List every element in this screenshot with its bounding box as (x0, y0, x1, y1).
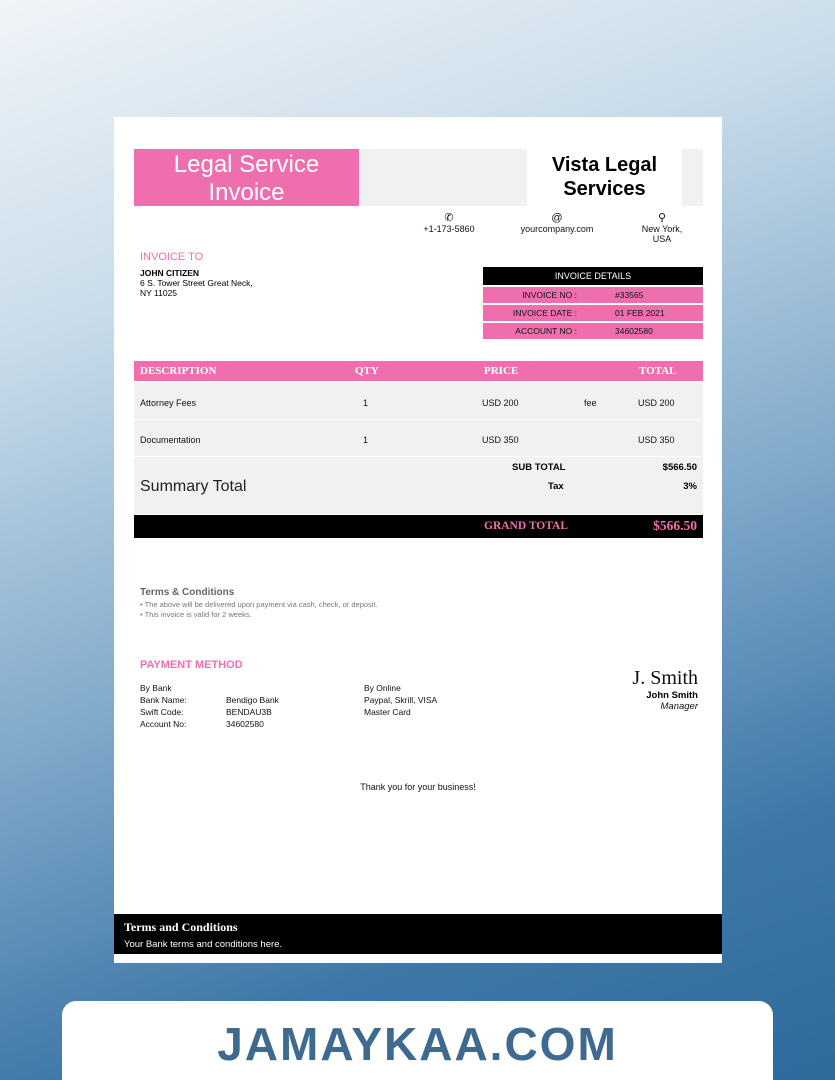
phone-text: +1-173-5860 (423, 224, 475, 234)
footer-bar (114, 914, 722, 954)
row-price: USD 350 (482, 435, 519, 445)
grand-total-label: GRAND TOTAL (484, 520, 569, 532)
detail-value: 34602580 (615, 326, 653, 336)
invoice-to-label: INVOICE TO (140, 251, 204, 263)
tax-label: Tax (548, 481, 564, 492)
terms-line: • This invoice is valid for 2 weeks. (140, 610, 252, 619)
company-name-line2: Services (563, 178, 646, 200)
invoice-title-line2: Invoice (208, 179, 285, 206)
location-line1: New York, (641, 224, 683, 234)
row-note: fee (584, 398, 597, 408)
row-qty: 1 (363, 435, 369, 445)
swift-value: BENDAU3B (226, 707, 272, 717)
detail-row (483, 305, 703, 321)
table-row (134, 383, 703, 419)
row-total: USD 350 (638, 435, 675, 445)
detail-label: ACCOUNT NO : (515, 326, 577, 336)
detail-row (483, 287, 703, 303)
row-description: Documentation (140, 435, 201, 445)
watermark-banner (62, 1001, 773, 1080)
payment-method-title: PAYMENT METHOD (140, 659, 243, 671)
footer-subtitle: Your Bank terms and conditions here. (124, 939, 283, 950)
contact-location (634, 213, 690, 244)
invoice-details-header: INVOICE DETAILS (483, 267, 703, 285)
terms-title: Terms & Conditions (140, 587, 235, 598)
terms-list (140, 600, 378, 620)
col-total: TOTAL (639, 365, 677, 377)
signer-name: John Smith (646, 690, 698, 701)
detail-label: INVOICE DATE : (512, 308, 577, 318)
phone-icon: ✆ (444, 212, 454, 224)
swift-label: Swift Code: (140, 707, 184, 717)
detail-row (483, 323, 703, 339)
location-icon: ⚲ (657, 212, 667, 224)
payment-bank-labels (140, 682, 187, 730)
client-name: JOHN CITIZEN (140, 268, 200, 278)
email-icon: @ (551, 212, 563, 224)
bank-name-label: Bank Name: (140, 695, 187, 705)
table-header (134, 361, 703, 381)
row-price: USD 200 (482, 398, 519, 408)
signer-role: Manager (660, 701, 698, 712)
grand-total-bar (134, 515, 703, 538)
summary-block (134, 457, 703, 514)
subtotal-value: $566.50 (662, 462, 697, 473)
row-qty: 1 (363, 398, 369, 408)
header-band-right (682, 149, 703, 206)
detail-value: #33565 (615, 290, 644, 300)
row-total: USD 200 (638, 398, 675, 408)
detail-value: 01 FEB 2021 (615, 308, 665, 318)
contact-email (512, 213, 602, 234)
client-address-line1: 6 S. Tower Street Great Neck, (140, 278, 253, 288)
watermark-text: JAMAYKAA.COM (217, 1018, 618, 1070)
invoice-title-line1: Legal Service (173, 151, 320, 178)
company-name (527, 149, 682, 206)
col-description: DESCRIPTION (140, 365, 217, 377)
bank-heading: By Bank (140, 683, 172, 693)
tax-value: 3% (683, 481, 697, 492)
client-block (140, 268, 253, 298)
online-line2: Master Card (364, 707, 411, 717)
account-value: 34602580 (226, 719, 264, 729)
online-line1: Paypal, Skrill, VISA (364, 695, 438, 705)
invoice-page (114, 117, 722, 963)
signature-block (584, 667, 698, 712)
header-band (359, 149, 527, 206)
contact-phone (414, 213, 484, 234)
location-line2: USA (652, 234, 672, 244)
summary-label: Summary Total (140, 478, 247, 495)
invoice-title (134, 149, 359, 206)
detail-label: INVOICE NO : (522, 290, 577, 300)
email-text: yourcompany.com (520, 224, 594, 234)
payment-online (364, 682, 437, 718)
row-description: Attorney Fees (140, 398, 197, 408)
signature: J. Smith (632, 667, 698, 689)
grand-total-value: $566.50 (653, 518, 697, 533)
company-name-line1: Vista Legal (551, 154, 658, 176)
terms-line: • The above will be delivered upon payment via cash, check, or deposit. (140, 600, 378, 609)
invoice-details (483, 267, 703, 341)
table-row (134, 420, 703, 456)
account-label: Account No: (140, 719, 187, 729)
footer-title: Terms and Conditions (124, 920, 238, 934)
bank-name-value: Bendigo Bank (226, 695, 279, 705)
client-address-line2: NY 11025 (140, 288, 178, 298)
col-qty: QTY (355, 365, 379, 377)
thank-you-text: Thank you for your business! (360, 782, 476, 792)
subtotal-label: SUB TOTAL (512, 462, 566, 473)
online-heading: By Online (364, 683, 401, 693)
col-price: PRICE (484, 365, 519, 377)
payment-bank-values (226, 694, 279, 730)
